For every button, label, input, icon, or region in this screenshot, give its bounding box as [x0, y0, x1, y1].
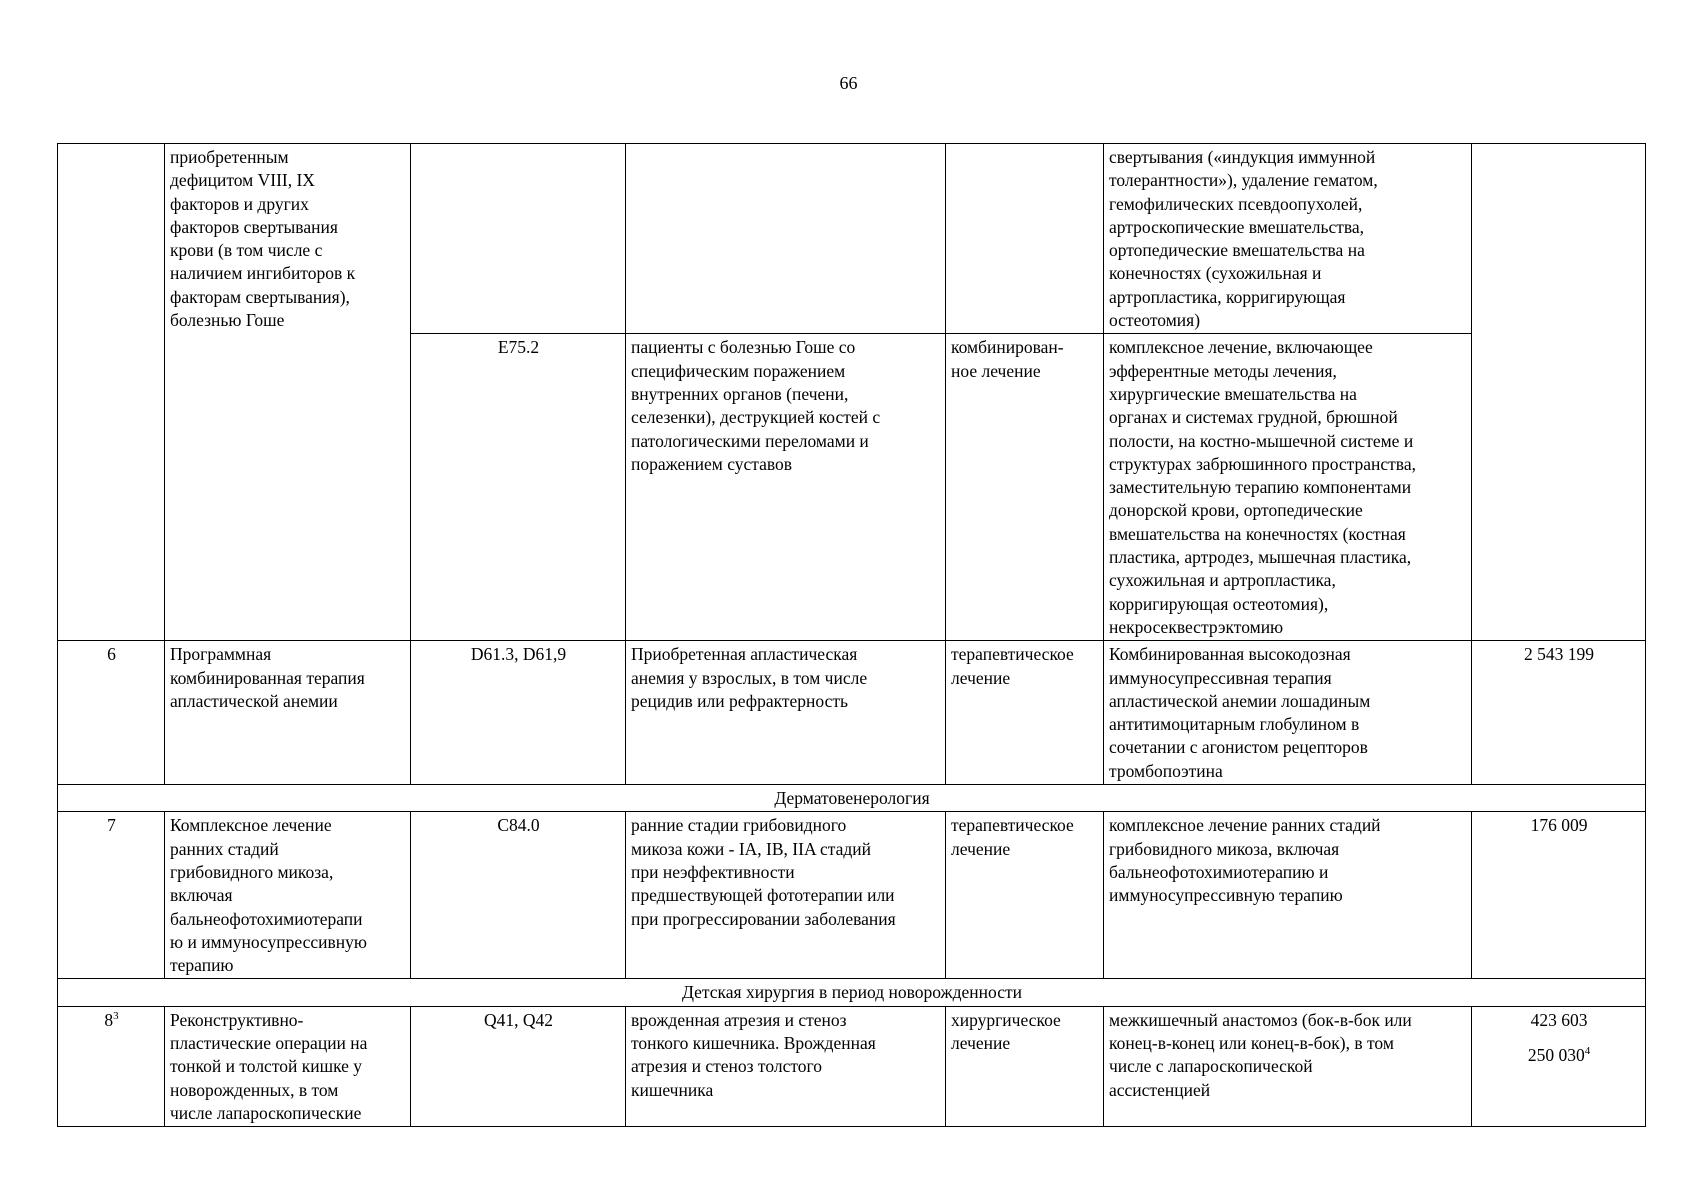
text-line: толерантности»), удаление гематом, [1109, 170, 1378, 191]
cell-row-number [58, 144, 165, 641]
text-line: ортопедические вмешательства на [1109, 240, 1365, 261]
cell-treatment-method [1104, 812, 1472, 979]
cell-patient-model [626, 144, 946, 334]
section-title-neonatal-surgery: Детская хирургия в период новорожденности [58, 979, 1646, 1006]
footnote-marker: 3 [113, 1009, 119, 1022]
text-line: при прогрессировании заболевания [631, 908, 896, 929]
cell-treatment-type [946, 1006, 1104, 1126]
cell-price [1472, 144, 1646, 641]
text-line: факторов свертывания [170, 216, 338, 237]
text-line: полости, на костно-мышечной системе и [1109, 430, 1414, 451]
text-line: грибовидного микоза, включая [1109, 838, 1340, 859]
text-line: дефицитом VIII, IX [170, 170, 315, 191]
text-line: артропластика, корригирующая [1109, 286, 1346, 307]
cell-vmp-name [165, 144, 411, 641]
text-line: врожденная атрезия и стеноз [631, 1009, 847, 1030]
text-line: пациенты с болезнью Гоше со [631, 337, 856, 358]
cell-row-number: 7 [58, 812, 165, 979]
text-line: комплексное лечение, включающее [1109, 337, 1373, 358]
price-value: 423 603 [1530, 1009, 1588, 1030]
text-line: Реконструктивно- [170, 1009, 304, 1030]
section-title-dermatovenereology: Дерматовенерология [58, 785, 1646, 812]
text-line: тромбопоэтина [1109, 760, 1223, 781]
cell-treatment-type [946, 812, 1104, 979]
text-line: микоза кожи - IA, IB, IIA стадий [631, 838, 872, 859]
text-line: при неэффективности [631, 861, 795, 882]
price-value-alternate [1477, 1044, 1641, 1067]
text-line: эфферентные методы лечения, [1109, 360, 1337, 381]
cell-price: 2 543 199 [1472, 641, 1646, 785]
text-line: конец-в-конец или конец-в-бок), в том [1109, 1032, 1394, 1053]
cell-treatment-method [1104, 144, 1472, 334]
page-number: 66 [839, 73, 858, 93]
cell-treatment-method [1104, 1006, 1472, 1126]
text-line: ю и иммуносупрессивную [170, 931, 367, 952]
text-line: иммуносупрессивную терапию [1109, 885, 1343, 906]
text-line: Комплексное лечение [170, 815, 332, 836]
text-line: сочетании с агонистом рецепторов [1109, 737, 1368, 758]
text-line: межкишечный анастомоз (бок-в-бок или [1109, 1009, 1412, 1030]
text-line: хирургическое [951, 1009, 1061, 1030]
table-row-6 [58, 641, 1646, 785]
cell-row-number [58, 1006, 165, 1126]
text-line: новорожденных, в том [170, 1079, 339, 1100]
text-line: гемофилических псевдоопухолей, [1109, 193, 1363, 214]
text-line: комбинирован- [951, 337, 1064, 358]
text-line: остеотомия) [1109, 310, 1201, 331]
text-line: внутренних органов (печени, [631, 383, 849, 404]
text-line: поражением суставов [631, 453, 793, 474]
footnote-marker: 4 [1584, 1045, 1591, 1058]
cell-price [1472, 1006, 1646, 1126]
text-line: свертывания («индукция иммунной [1109, 147, 1376, 167]
text-line: Комбинированная высокодозная [1109, 644, 1351, 665]
text-line: анемия у взрослых, в том числе [631, 667, 868, 688]
text-line: лечение [951, 1032, 1011, 1053]
vmp-table [57, 143, 1646, 1127]
cell-treatment-type [946, 144, 1104, 334]
text-line: Приобретенная апластическая [631, 644, 858, 665]
text-line: иммуносупрессивная терапия [1109, 667, 1332, 688]
cell-treatment-type [946, 334, 1104, 641]
text-line: включая [170, 885, 233, 906]
cell-icd-code: C84.0 [411, 812, 626, 979]
cell-treatment-method [1104, 334, 1472, 641]
text-line: пластические операции на [170, 1032, 368, 1053]
text-line: приобретенным [170, 147, 289, 167]
text-line: некросеквестрэктомию [1109, 616, 1284, 637]
cell-icd-code: D61.3, D61,9 [411, 641, 626, 785]
text-line: антитимоцитарным глобулином в [1109, 714, 1360, 735]
text-line: атрезия и стеноз толстого [631, 1056, 823, 1077]
cell-icd-code [411, 144, 626, 334]
table-row-5-continued [58, 144, 1646, 334]
text-line: факторов и других [170, 193, 309, 214]
text-line: ранние стадии грибовидного [631, 815, 847, 836]
text-line: сухожильная и артропластика, [1109, 570, 1336, 591]
text-line: бальнеофотохимиотерапи [170, 908, 363, 929]
text-line: кишечника [631, 1079, 714, 1100]
text-line: числе с лапароскопической [1109, 1056, 1313, 1077]
section-header-row [58, 979, 1646, 1006]
text-line: терапию [170, 955, 234, 976]
price-alternate-text: 250 030 [1527, 1044, 1585, 1065]
cell-treatment-type [946, 641, 1104, 785]
table-row-7 [58, 812, 1646, 979]
text-line: апластической анемии [170, 690, 338, 711]
cell-patient-model [626, 812, 946, 979]
cell-price: 176 009 [1472, 812, 1646, 979]
text-line: грибовидного микоза, [170, 861, 334, 882]
cell-patient-model [626, 334, 946, 641]
text-line: терапевтическое [951, 815, 1074, 836]
text-line: структурах забрюшинного пространства, [1109, 453, 1416, 474]
cell-vmp-name [165, 812, 411, 979]
text-line: рецидив или рефрактерность [631, 690, 848, 711]
text-line: ное лечение [951, 360, 1041, 381]
cell-patient-model [626, 1006, 946, 1126]
text-line: числе лапароскопические [170, 1102, 362, 1123]
text-line: наличием ингибиторов к [170, 263, 356, 284]
text-line: донорской крови, ортопедические [1109, 500, 1363, 521]
text-line: селезенки), деструкцией костей с [631, 407, 881, 428]
text-line: заместительную терапию компонентами [1109, 477, 1412, 498]
cell-vmp-name [165, 641, 411, 785]
text-line: ассистенцией [1109, 1079, 1211, 1100]
text-line: специфическим поражением [631, 360, 846, 381]
text-line: терапевтическое [951, 644, 1074, 665]
text-line: тонкой и толстой кишке у [170, 1056, 363, 1077]
text-line: лечение [951, 667, 1011, 688]
row-number-text: 8 [104, 1009, 114, 1030]
cell-icd-code: E75.2 [411, 334, 626, 641]
table-row-8 [58, 1006, 1646, 1126]
section-header-row [58, 785, 1646, 812]
text-line: комбинированная терапия [170, 667, 365, 688]
text-line: Программная [170, 644, 272, 665]
text-line: болезнью Гоше [170, 310, 285, 331]
cell-row-number: 6 [58, 641, 165, 785]
text-line: тонкого кишечника. Врожденная [631, 1032, 876, 1053]
cell-vmp-name [165, 1006, 411, 1126]
text-line: крови (в том числе с [170, 240, 323, 261]
text-line: артроскопические вмешательства, [1109, 216, 1365, 237]
text-line: ранних стадий [170, 838, 279, 859]
text-line: патологическими переломами и [631, 430, 869, 451]
text-line: пластика, артродез, мышечная пластика, [1109, 547, 1412, 568]
text-line: факторам свертывания), [170, 286, 350, 307]
text-line: бальнеофотохимиотерапию и [1109, 861, 1329, 882]
text-line: хирургические вмешательства на [1109, 383, 1357, 404]
cell-patient-model [626, 641, 946, 785]
cell-icd-code: Q41, Q42 [411, 1006, 626, 1126]
text-line: корригирующая остеотомия), [1109, 593, 1329, 614]
text-line: конечностях (сухожильная и [1109, 263, 1322, 284]
text-line: органах и системах грудной, брюшной [1109, 407, 1398, 428]
text-line: лечение [951, 838, 1011, 859]
text-line: апластической анемии лошадиным [1109, 690, 1371, 711]
cell-treatment-method [1104, 641, 1472, 785]
text-line: вмешательства на конечностях (костная [1109, 523, 1406, 544]
text-line: комплексное лечение ранних стадий [1109, 815, 1381, 836]
text-line: предшествующей фототерапии или [631, 885, 895, 906]
